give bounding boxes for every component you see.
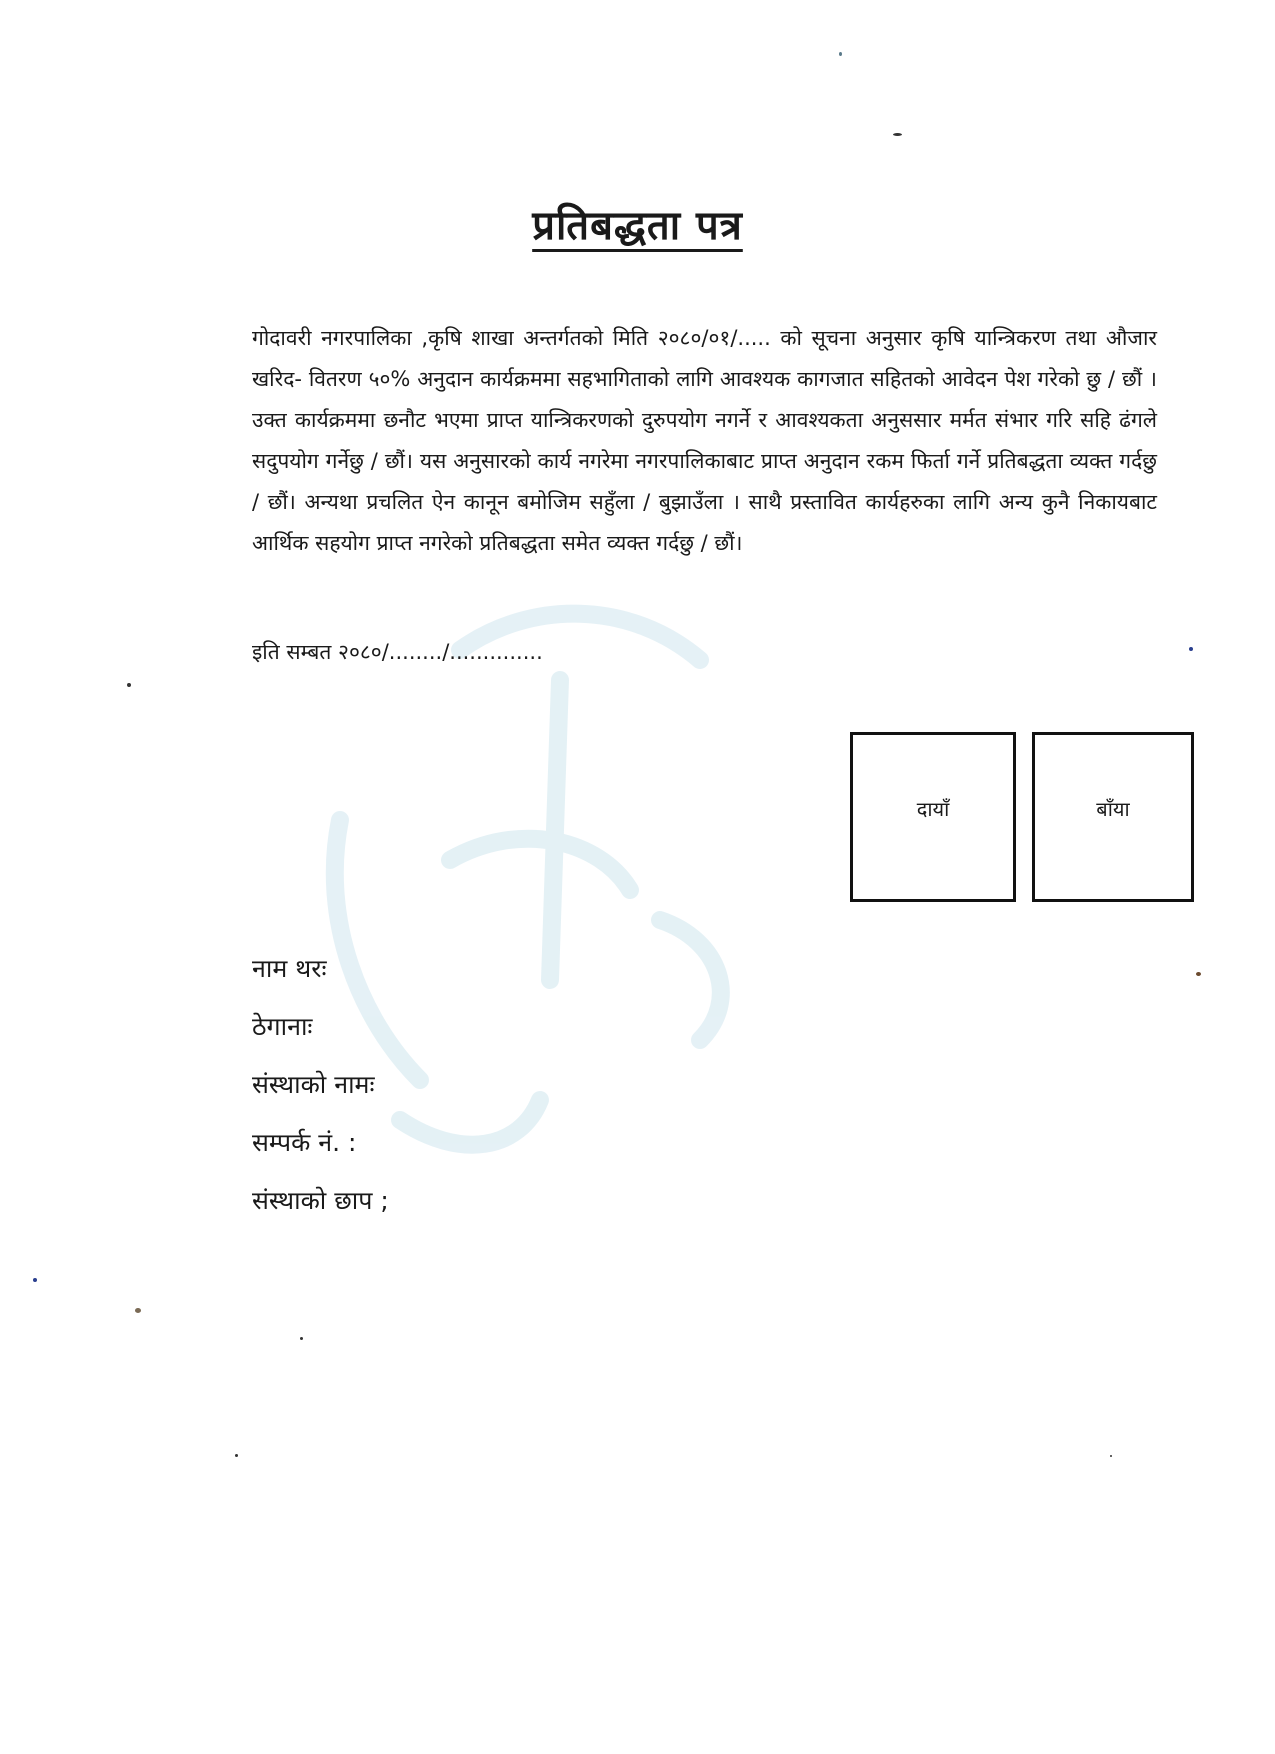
applicant-fields <box>252 940 389 1230</box>
scan-speck <box>33 1278 37 1282</box>
scan-speck <box>1189 647 1193 651</box>
scan-speck <box>300 1337 303 1340</box>
field-contact-no: सम्पर्क नं. : <box>252 1128 357 1157</box>
thumbprint-left-label: बाँया <box>1096 797 1130 821</box>
field-name: नाम थरः <box>252 954 327 983</box>
scan-speck <box>839 52 842 56</box>
commitment-paragraph: गोदावरी नगरपालिका ,कृषि शाखा अन्तर्गतको मिति २०८०/०१/..... को सूचना अनुसार कृषि यान्त्रिकरण तथा औजार खरिद- वितरण ५०% अनुदान कार्यक्रममा सहभागिताको लागि आवश्यक कागजात सहितको आवेदन पेश गरेको छु / छौं । उक्त कार्यक्रममा छनौट भएमा प्राप्त यान्त्रिकरणको दुरुपयोग नगर्ने र आवश्यकता अनुससार मर्मत संभार गरि सहि ढंगले सदुपयोग गर्नेछु / छौं। यस अनुसारको कार्य नगरेमा नगरपालिकाबाट प्राप्त अनुदान रकम फिर्ता गर्ने प्रतिबद्धता व्यक्त गर्दछु / छौं। अन्यथा प्रचलित ऐन कानून बमोजिम सहुँला / बुझाउँला । साथै प्रस्तावित कार्यहरुका लागि अन्य कुनै निकायबाट आर्थिक सहयोग प्राप्त नगरेको प्रतिबद्धता समेत व्यक्त गर्दछु / छौं। <box>252 326 1157 555</box>
scan-speck <box>135 1308 141 1313</box>
page-title <box>0 196 1275 251</box>
field-address: ठेगानाः <box>252 1012 313 1041</box>
scan-speck <box>893 133 902 136</box>
page-title-text: प्रतिबद्धता पत्र <box>532 203 743 249</box>
field-organization-seal: संस्थाको छाप ; <box>252 1186 389 1215</box>
thumbprint-right-label: दायाँ <box>916 797 950 821</box>
field-organization-name: संस्थाको नामः <box>252 1070 375 1099</box>
scan-speck <box>235 1454 238 1457</box>
date-line: इति सम्बत २०८०/......../.............. <box>252 640 543 664</box>
thumbprint-box-right <box>850 732 1016 902</box>
scan-speck <box>1110 1455 1112 1457</box>
thumbprint-box-left <box>1032 732 1194 902</box>
scan-speck <box>127 683 131 687</box>
scan-speck <box>1196 972 1201 976</box>
